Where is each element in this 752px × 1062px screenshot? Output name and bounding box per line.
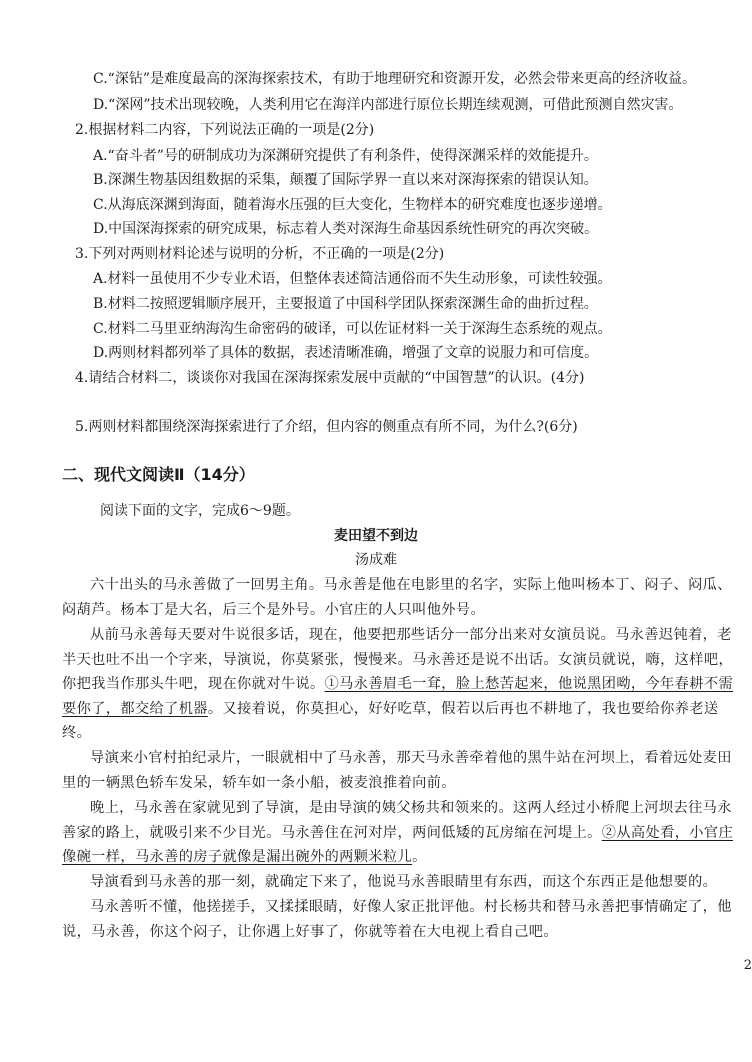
- story-paragraph-4-text-end: 。: [412, 849, 427, 866]
- story-paragraph-4-text: 晚上，马永善在家就见到了导演，是由导演的姨父杨共和领来的。这两人经过小桥爬上河坝去往马永善家的路上，就吸引来不少目光。马永善住在河对岸，两间低矮的瓦房缩在河堤上。: [62, 800, 732, 841]
- section-heading: 二、现代文阅读Ⅱ（14分）: [62, 465, 255, 484]
- section-instruction: 阅读下面的文字，完成6～9题。: [100, 503, 300, 519]
- q2-option-c: C.从海底深渊到海面，随着海水压强的巨大变化，生物样本的研究难度也逐步递增。: [93, 197, 612, 213]
- story-paragraph-5: 导演看到马永善的那一刻，就确定下来了，他说马永善眼睛里有东西，而这个东西正是他想要的。: [90, 874, 718, 890]
- q2-stem: 2.根据材料二内容，下列说法正确的一项是(2分): [75, 122, 375, 138]
- q1-option-d: D.“深网”技术出现较晚，人类利用它在海洋内部进行原位长期连续观测，可借此预测自然灾害。: [93, 97, 683, 113]
- q5-stem: 5.两则材料都围绕深海探索进行了介绍，但内容的侧重点有所不同，为什么?(6分): [75, 419, 578, 435]
- page-number: 2: [743, 958, 752, 973]
- q4-stem: 4.请结合材料二，谈谈你对我国在深海探索发展中贡献的“中国智慧”的认识。(4分): [75, 370, 585, 386]
- story-paragraph-2: [62, 623, 742, 746]
- story-paragraph-2-text: 从前马永善每天要对牛说很多话，现在，他要把那些话分一部分出来对女演员说。马永善迟钝着，老半天也吐不出一个字来，导演说，你莫紧张，慢慢来。马永善还是说不出话。女演员就说，嗨，这样吧，你把我当作那头牛吧，现在你就对牛说。: [62, 627, 734, 693]
- q1-option-c: C.“深钻”是难度最高的深海探索技术，有助于地理研究和资源开发，必然会带来更高的经济收益。: [93, 71, 696, 87]
- annotated-sentence-1: ①马永善眉毛一耷，脸上愁苦起来，他说黑团呦，今年春耕不需要你了，都交给了机器: [62, 676, 734, 717]
- story-author: 汤成难: [355, 552, 397, 568]
- q2-option-a: A.“奋斗者”号的研制成功为深渊研究提供了有利条件，使得深渊采样的效能提升。: [93, 148, 598, 164]
- story-paragraph-6: 马永善听不懂，他搓搓手，又揉揉眼睛，好像人家正批评他。村长杨共和替马永善把事情确定了，他说，马永善，你这个闷子，让你遇上好事了，你就等着在大电视上看自己吧。: [62, 899, 732, 940]
- story-title: 麦田望不到边: [334, 528, 418, 544]
- annotated-sentence-2: ②从高处看，小官庄像碗一样，马永善的房子就像是漏出碗外的两颗米粒儿: [62, 824, 734, 866]
- q3-stem: 3.下列对两则材料论述与说明的分析，不正确的一项是(2分): [75, 246, 445, 262]
- q3-option-d: D.两则材料都列举了具体的数据，表述清晰准确，增强了文章的说服力和可信度。: [93, 345, 599, 361]
- q3-option-b: B.材料二按照逻辑顺序展开，主要报道了中国科学团队探索深渊生命的曲折过程。: [93, 296, 598, 312]
- story-paragraph-2-text-end: 。又接着说，你莫担心，好好吃草，假若以后再也不耕地了，我也要给你养老送终。: [62, 700, 719, 742]
- story-paragraph-4: [62, 796, 742, 870]
- story-paragraph-3: 导演来小官村拍纪录片，一眼就相中了马永善，那天马永善牵着他的黑牛站在河坝上，看着远处麦田里的一辆黑色轿车发呆，轿车如一条小船，被麦浪推着向前。: [62, 750, 732, 791]
- q2-option-b: B.深渊生物基因组数据的采集，颠覆了国际学界一直以来对深海探索的错误认知。: [93, 172, 598, 188]
- q2-option-d: D.中国深海探索的研究成果，标志着人类对深海生命基因系统性研究的再次突破。: [93, 221, 599, 237]
- q3-option-c: C.材料二马里亚纳海沟生命密码的破译，可以佐证材料一关于深海生态系统的观点。: [93, 321, 612, 337]
- story-paragraph-1: 六十出头的马永善做了一回男主角。马永善是他在电影里的名字，实际上他叫杨本丁、闷子、闷瓜、闷葫芦。杨本丁是大名，后三个是外号。小官庄的人只叫他外号。: [62, 577, 732, 618]
- q3-option-a: A.材料一虽使用不少专业术语，但整体表述简洁通俗而不失生动形象，可读性较强。: [93, 271, 612, 287]
